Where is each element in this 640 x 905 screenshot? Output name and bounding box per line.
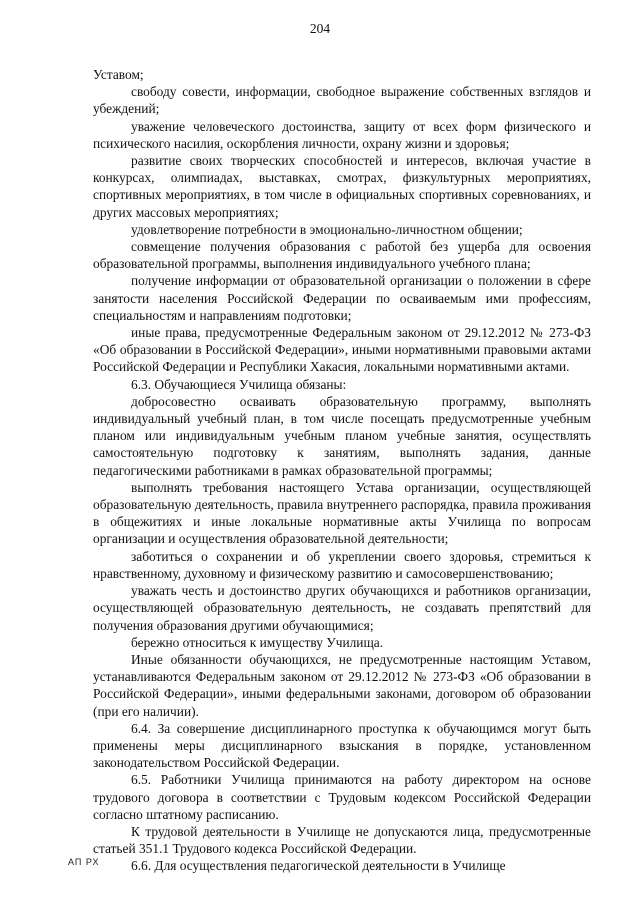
paragraph: выполнять требования настоящего Устава организации, осуществляющей образовательную деятельность, правила внутреннего распорядка, правила проживания в общежитиях и иные локальные нормативные акты Училища по вопросам организации и осуществления образовательной деятельности;	[93, 479, 591, 547]
paragraph: уважение человеческого достоинства, защиту от всех форм физического и психического насилия, оскорбления личности, охрану жизни и здоровья;	[93, 118, 591, 151]
paragraph: уважать честь и достоинство других обучающихся и работников организации, осуществляющей образовательную деятельность, не создавать препятствий для получения образования другими обучающимися;	[93, 583, 591, 633]
paragraph: 6.5. Работники Училища принимаются на работу директором на основе трудового договора в соответствии с Трудовым кодексом Российской Федерации согласно штатному расписанию.	[93, 772, 591, 822]
paragraph: добросовестно осваивать образовательную программу, выполнять индивидуальный учебный план, в том числе посещать предусмотренные учебным планом или индивидуальным учебным планом учебные занятия, осуществлять самостоятельную подготовку к занятиям, выполнять задания, данные педагогическими работниками в рамках образовательной программы;	[93, 393, 591, 478]
paragraph: Иные обязанности обучающихся, не предусмотренные настоящим Уставом, устанавливаются Федеральным законом от 29.12.2012 № 273-ФЗ «Об образовании в Российской Федерации», иными федеральными законами, договором об образовании (при его наличии).	[93, 651, 591, 719]
paragraph: получение информации от образовательной организации о положении в сфере занятости населения Российской Федерации по осваиваемым ими профессиям, специальностям и направлениям подготовки;	[93, 273, 591, 323]
document-body	[93, 66, 591, 875]
footer-mark: АП РХ	[68, 857, 100, 867]
paragraph: свободу совести, информации, свободное выражение собственных взглядов и убеждений;	[93, 84, 591, 117]
paragraph: развитие своих творческих способностей и интересов, включая участие в конкурсах, олимпиадах, выставках, смотрах, физкультурных мероприятиях, спортивных мероприятиях, в том числе в официальных спортивных соревнованиях, и других массовых мероприятиях;	[93, 153, 591, 220]
page-number: 204	[309, 21, 331, 36]
paragraph: бережно относиться к имуществу Училища.	[131, 634, 384, 650]
paragraph: удовлетворение потребности в эмоционально-личностном общении;	[131, 221, 523, 237]
paragraph: 6.6. Для осуществления педагогической деятельности в Училище	[131, 858, 506, 874]
section-heading: 6.3. Обучающиеся Училища обязаны:	[131, 376, 347, 392]
paragraph: совмещение получения образования с работой без ущерба для освоения образовательной программы, выполнения индивидуального учебного плана;	[93, 239, 591, 272]
paragraph: К трудовой деятельности в Училище не допускаются лица, предусмотренные статьей 351.1 Трудового кодекса Российской Федерации.	[93, 823, 591, 857]
paragraph: Уставом;	[93, 67, 144, 82]
paragraph: заботиться о сохранении и об укреплении своего здоровья, стремиться к нравственному, духовному и физическому развитию и самосовершенствованию;	[93, 548, 591, 581]
paragraph: иные права, предусмотренные Федеральным законом от 29.12.2012 № 273-ФЗ «Об образовании в Российской Федерации», иными нормативными правовыми актами Российской Федерации и Республики Хакасия, локальными нормативными актами.	[93, 325, 591, 375]
paragraph: 6.4. За совершение дисциплинарного проступка к обучающимся могут быть применены меры дисциплинарного взыскания в порядке, установленном законодательством Российской Федерации.	[93, 720, 591, 771]
